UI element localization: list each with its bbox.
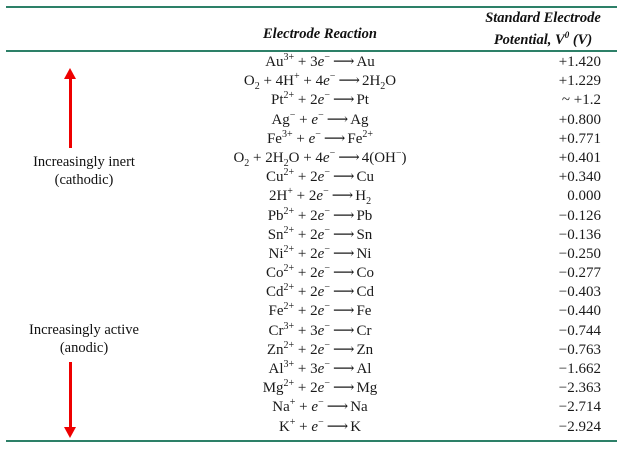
column-header-standard-electrode-potential [468, 10, 618, 49]
table-bottom-rule [6, 440, 617, 442]
cell-electrode-reaction: $O_2 + 2H_2O$ + 4e−⟶4(OH−) [233, 147, 407, 169]
potential-header-line1: Standard Electrode [485, 10, 601, 26]
cell-standard-potential: −2.924 [558, 418, 601, 435]
reaction-arrow-icon: ⟶ [326, 418, 348, 435]
reaction-arrow-icon: ⟶ [332, 54, 354, 70]
table-row [0, 379, 623, 398]
reaction-arrow-icon: ⟶ [332, 245, 354, 262]
cell-standard-potential: −0.277 [558, 265, 601, 282]
table-row [0, 130, 623, 149]
reaction-arrow-icon: ⟶ [338, 149, 359, 166]
cell-electrode-reaction: $Co^{2+}$ + 2e−⟶Co [175, 264, 465, 283]
cell-standard-potential: 0.000 [567, 188, 601, 205]
cell-standard-potential: −0.744 [558, 322, 601, 339]
reaction-arrow-icon: ⟶ [323, 130, 345, 147]
table-row [0, 418, 623, 437]
cell-electrode-reaction: $Al^{3+}$ + 3e−⟶Al [175, 360, 465, 379]
cell-standard-potential: −2.363 [558, 380, 601, 397]
reaction-arrow-icon: ⟶ [332, 226, 354, 243]
reaction-arrow-icon: ⟶ [332, 92, 354, 109]
reaction-arrow-icon: ⟶ [332, 361, 354, 377]
annotation-active-line1: Increasingly active [29, 322, 139, 338]
table-row [0, 226, 623, 245]
cell-electrode-reaction: $Pb^{2+}$ + 2e−⟶Pb [175, 207, 465, 226]
cell-standard-potential: +0.340 [558, 169, 601, 186]
cell-electrode-reaction: K+ + e−⟶K [175, 418, 465, 437]
cell-standard-potential: +0.800 [558, 111, 601, 128]
table-row [0, 53, 623, 72]
cell-standard-potential: +0.401 [558, 149, 601, 166]
reaction-arrow-icon: ⟶ [332, 303, 354, 320]
cell-electrode-reaction: $Cu^{2+}$ + 2e−⟶Cu [175, 168, 465, 187]
table-row [0, 283, 623, 302]
cell-electrode-reaction: Ag− + e−⟶Ag [175, 111, 465, 130]
annotation-active-line2: (anodic) [59, 339, 109, 356]
cell-standard-potential: +1.229 [558, 73, 601, 90]
reaction-arrow-icon: ⟶ [332, 322, 354, 339]
cell-electrode-reaction: $O_2 + 4H^+$ + $4e^-⟶2H_2O$ [243, 71, 397, 93]
cell-standard-potential: −0.136 [558, 226, 601, 243]
table-header-rule [6, 50, 617, 52]
table-body [0, 53, 623, 437]
cell-electrode-reaction: $2H^+ + 2e^-⟶H_2$ [268, 186, 372, 208]
cell-electrode-reaction: $Fe^{2+}$ + 2e−⟶Fe [175, 302, 465, 321]
cell-electrode-reaction: $Fe^{3+}$ + $e^-⟶Fe^{2+}$ [175, 130, 465, 149]
table-row [0, 360, 623, 379]
table-top-rule [6, 6, 617, 8]
cell-electrode-reaction: $Cr^{3+}$ + 3e−⟶Cr [175, 322, 465, 341]
cell-standard-potential: −0.440 [558, 303, 601, 320]
table-row [0, 91, 623, 110]
cell-electrode-reaction: $Au^{3+}$ + 3e−⟶Au [175, 53, 465, 72]
table-header-row [0, 10, 623, 50]
table-row [0, 149, 623, 168]
annotation-inert-line1: Increasingly inert [33, 154, 135, 170]
cell-standard-potential: −0.763 [558, 341, 601, 358]
cell-electrode-reaction: $Sn^{2+}$ + 2e−⟶Sn [175, 226, 465, 245]
reaction-arrow-icon: ⟶ [331, 188, 353, 205]
table-row [0, 398, 623, 417]
cell-standard-potential: +1.420 [558, 54, 601, 70]
cell-standard-potential: ~ +1.2 [561, 92, 601, 109]
cell-electrode-reaction: $Zn^{2+}$ + 2e−⟶Zn [175, 341, 465, 360]
table-row [0, 302, 623, 321]
reaction-arrow-icon: ⟶ [338, 73, 359, 90]
table-row [0, 72, 623, 91]
table-row [0, 168, 623, 187]
potential-header-superscript: 0 [564, 30, 570, 40]
cell-electrode-reaction: $Ni^{2+}$ + 2e−⟶Ni [175, 245, 465, 264]
cell-electrode-reaction: Na+ + e−⟶Na [175, 398, 465, 417]
potential-header-line2 [468, 27, 618, 49]
column-header-electrode-reaction: Electrode Reaction [263, 26, 377, 42]
reaction-arrow-icon: ⟶ [332, 265, 354, 282]
reaction-arrow-icon: ⟶ [332, 380, 354, 397]
reaction-arrow-icon: ⟶ [326, 399, 348, 416]
reaction-arrow-icon: ⟶ [326, 111, 348, 128]
reaction-arrow-icon: ⟶ [332, 284, 354, 301]
cell-electrode-reaction: $Cd^{2+}$ + 2e−⟶Cd [175, 283, 465, 302]
annotation-inert-line2: (cathodic) [54, 171, 114, 188]
cell-electrode-reaction: $Mg^{2+}$ + 2e−⟶Mg [175, 379, 465, 398]
table-row [0, 322, 623, 341]
potential-header-prefix: Potential, [493, 31, 556, 48]
cell-standard-potential: +0.771 [558, 130, 601, 147]
potential-header-symbol: V [555, 31, 565, 48]
table-row [0, 187, 623, 206]
cell-standard-potential: −0.126 [558, 207, 601, 224]
cell-standard-potential: −1.662 [558, 361, 601, 377]
reaction-arrow-icon: ⟶ [332, 169, 354, 186]
cell-standard-potential: −0.250 [558, 245, 601, 262]
cell-standard-potential: −2.714 [558, 399, 601, 416]
reaction-arrow-icon: ⟶ [332, 341, 354, 358]
cell-standard-potential: −0.403 [558, 284, 601, 301]
potential-header-unit: (V) [569, 31, 593, 48]
table-row [0, 341, 623, 360]
table-row [0, 207, 623, 226]
table-row [0, 245, 623, 264]
cell-electrode-reaction: $Pt^{2+}$ + 2e−⟶Pt [175, 91, 465, 110]
reaction-arrow-icon: ⟶ [332, 207, 354, 224]
table-row [0, 264, 623, 283]
table-row [0, 111, 623, 130]
